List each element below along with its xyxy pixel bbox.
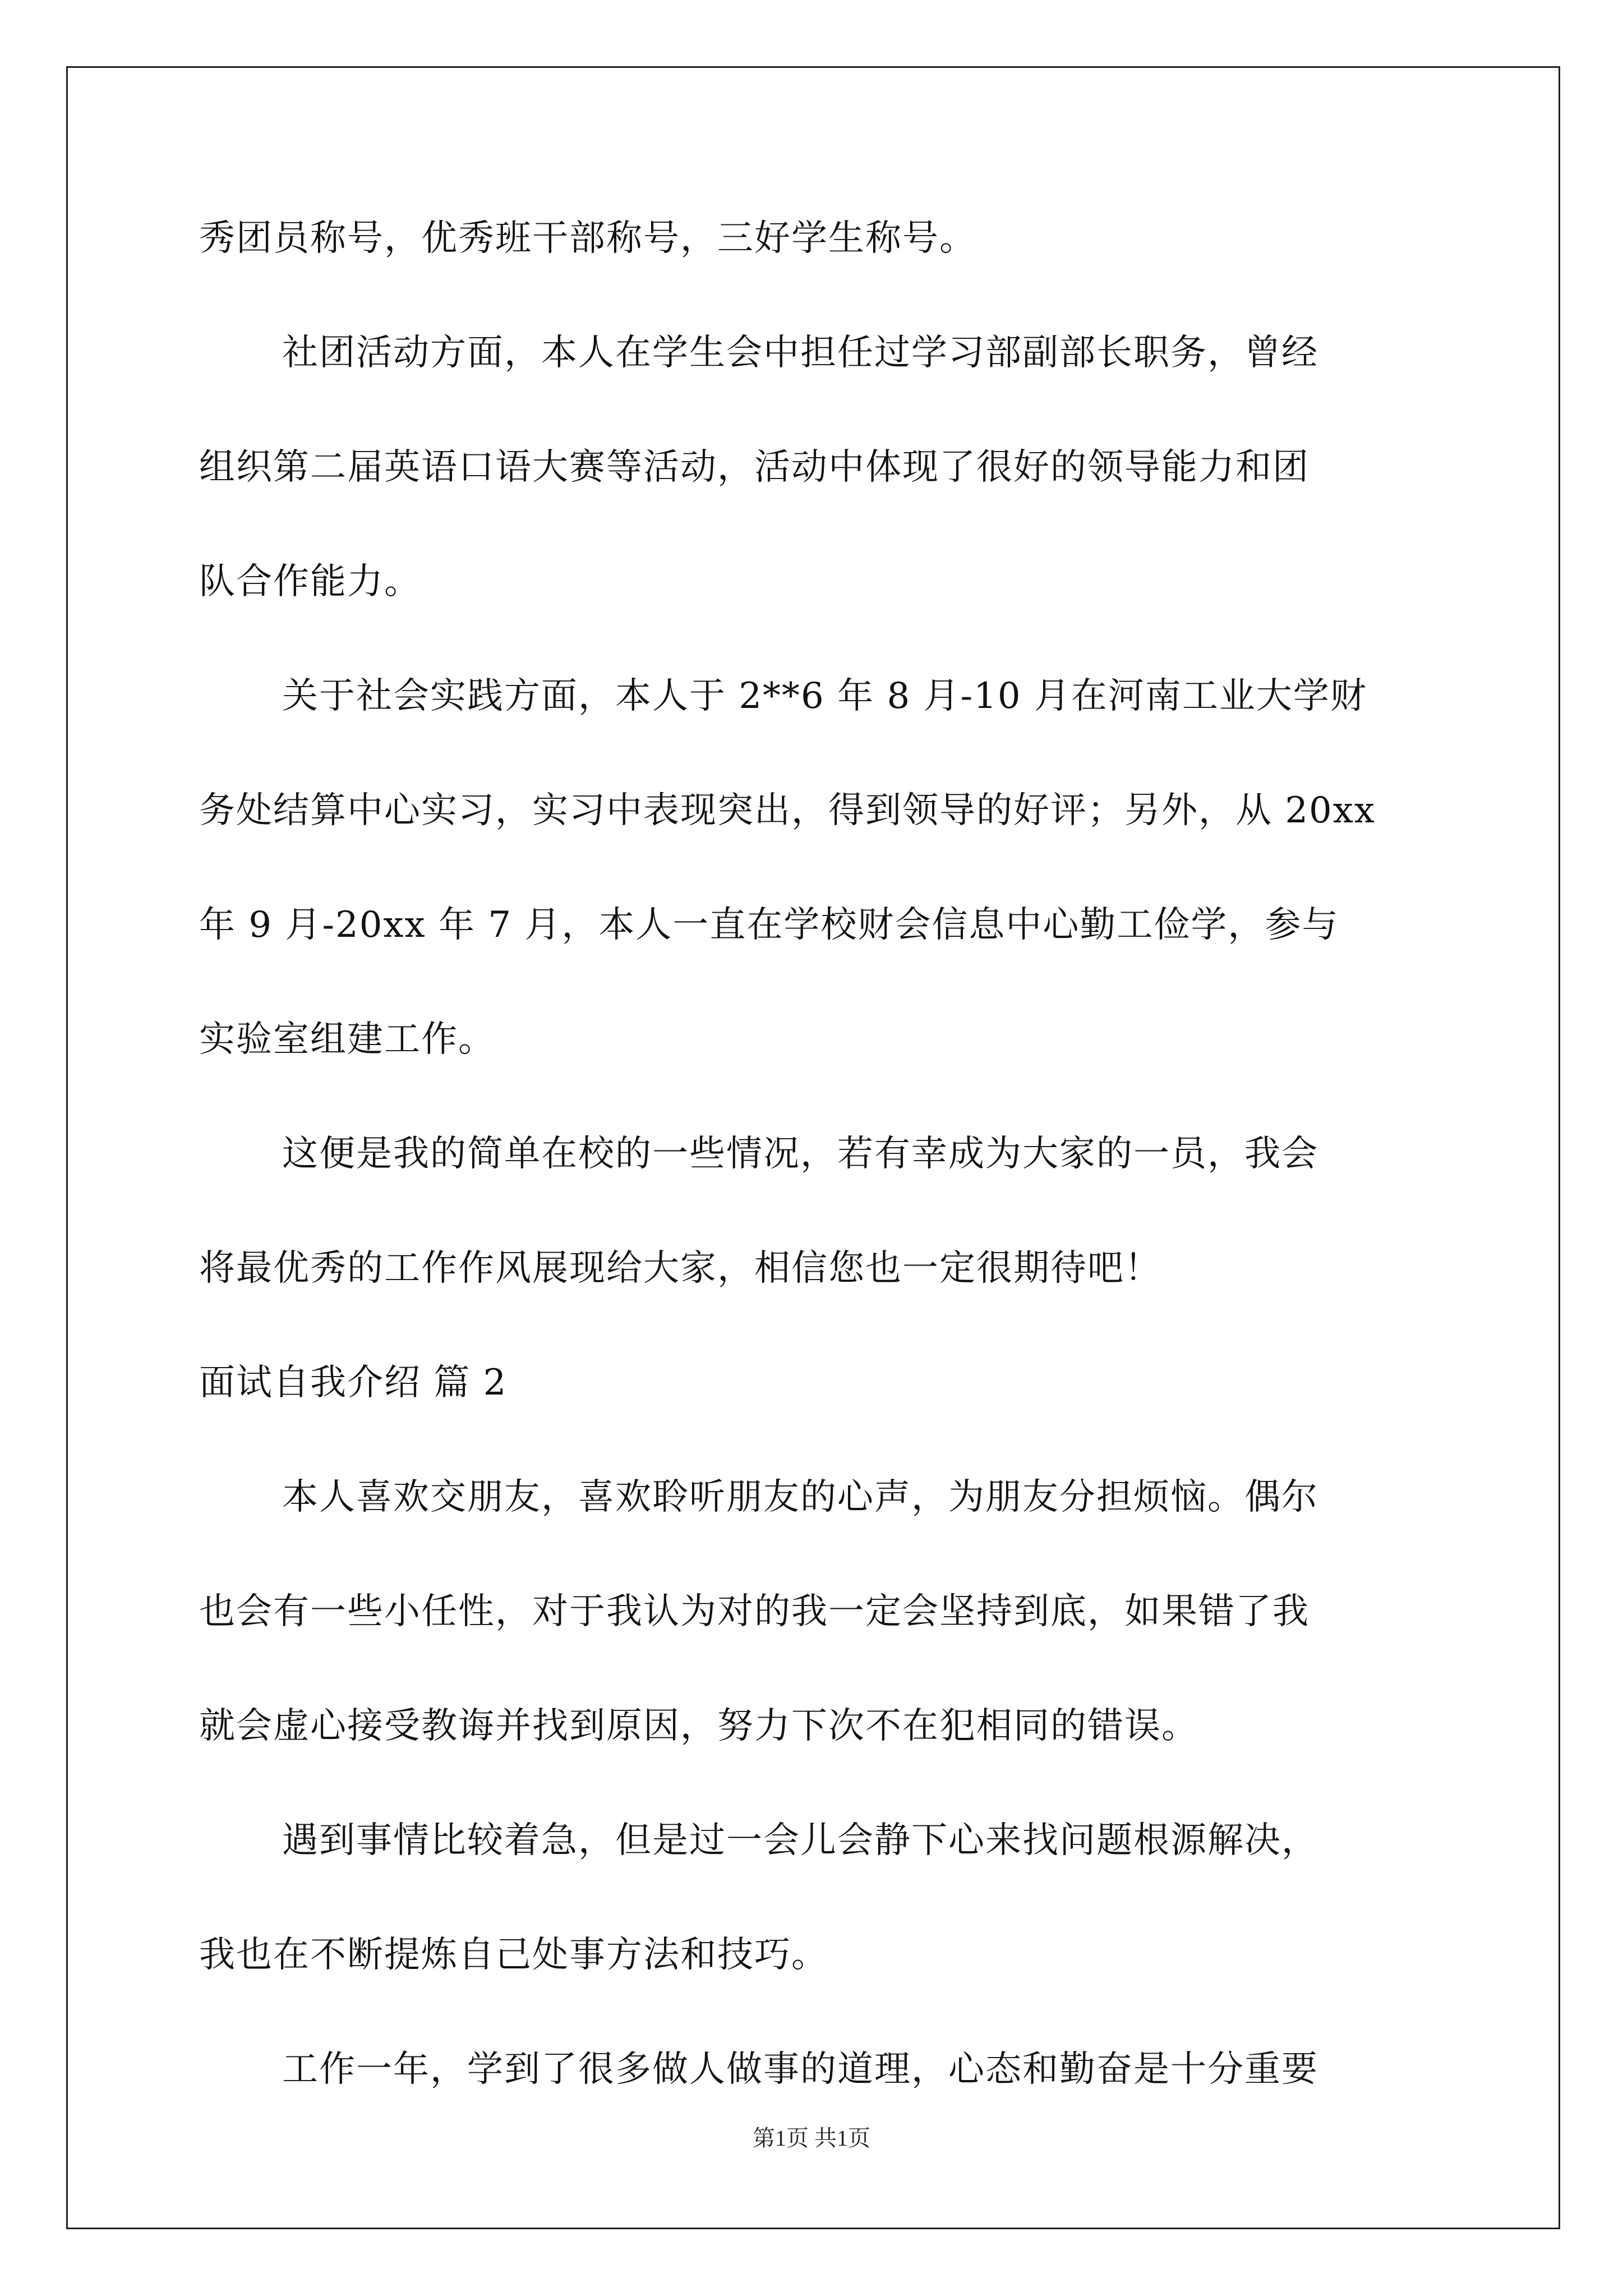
body-line: 实验室组建工作。 xyxy=(199,1019,495,1060)
section-heading: 面试自我介绍 篇 2 xyxy=(199,1362,508,1404)
paragraph-start-line: 关于社会实践方面，本人于 2**6 年 8 月-10 月在河南工业大学财 xyxy=(282,675,1367,717)
body-line: 秀团员称号，优秀班干部称号，三好学生称号。 xyxy=(199,218,976,259)
paragraph-start-line: 工作一年，学到了很多做人做事的道理，心态和勤奋是十分重要 xyxy=(282,2049,1318,2090)
paragraph-start-line: 遇到事情比较着急，但是过一会儿会静下心来找问题根源解决， xyxy=(282,1820,1318,1861)
body-line: 就会虚心接受教诲并找到原因，努力下次不在犯相同的错误。 xyxy=(199,1705,1198,1747)
body-line: 年 9 月-20xx 年 7 月，本人一直在学校财会信息中心勤工俭学，参与 xyxy=(199,904,1339,946)
body-line: 也会有一些小任性，对于我认为对的我一定会坚持到底，如果错了我 xyxy=(199,1591,1310,1632)
body-line: 务处结算中心实习，实习中表现突出，得到领导的好评；另外，从 20xx xyxy=(199,790,1376,831)
body-line: 将最优秀的工作作风展现给大家，相信您也一定很期待吧！ xyxy=(199,1248,1161,1289)
body-line: 组织第二届英语口语大赛等活动，活动中体现了很好的领导能力和团 xyxy=(199,447,1310,488)
body-line: 我也在不断提炼自己处事方法和技巧。 xyxy=(199,1934,828,1976)
paragraph-start-line: 本人喜欢交朋友，喜欢聆听朋友的心声，为朋友分担烦恼。偶尔 xyxy=(282,1476,1318,1518)
page-footer: 第1页 共1页 xyxy=(753,2125,870,2151)
paragraph-start-line: 这便是我的简单在校的一些情况，若有幸成为大家的一员，我会 xyxy=(282,1133,1318,1175)
paragraph-start-line: 社团活动方面，本人在学生会中担任过学习部副部长职务，曾经 xyxy=(282,332,1318,374)
body-line: 队合作能力。 xyxy=(199,561,421,602)
